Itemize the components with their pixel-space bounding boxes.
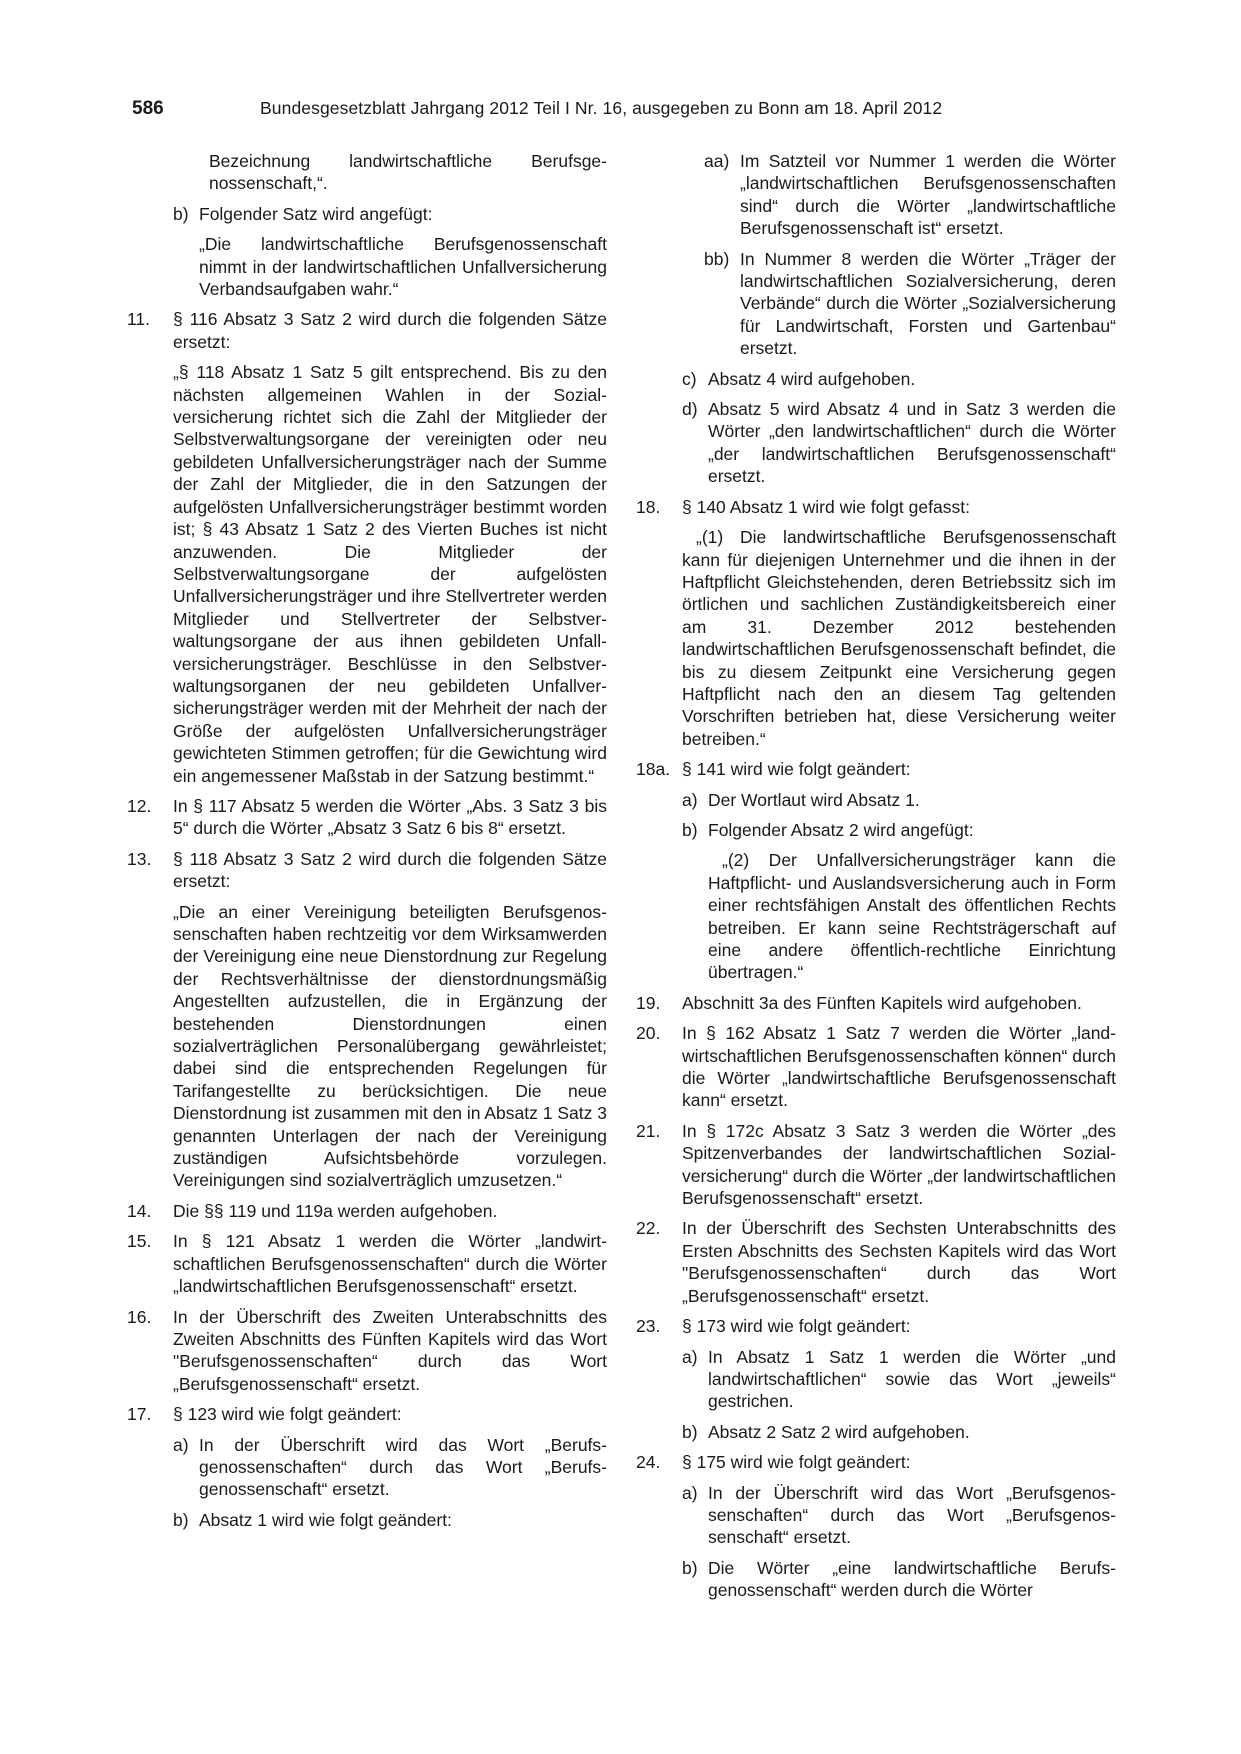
item-17 — [127, 1403, 607, 1425]
item-label: 19. — [636, 992, 661, 1013]
item-text: In der Überschrift wird das Wort „Berufsgenossenschaften“ durch das Wort „Berufsgenossenschaft“ ersetzt. — [708, 1482, 1116, 1548]
item-label: a) — [682, 789, 698, 810]
item-label: b) — [682, 1557, 698, 1578]
item-22 — [636, 1217, 1116, 1307]
item-label: a) — [173, 1434, 189, 1455]
item-label: a) — [682, 1346, 698, 1367]
item-text: § 175 wird wie folgt geändert: — [682, 1452, 911, 1473]
item-label: b) — [682, 1421, 698, 1442]
item-label: b) — [173, 1509, 189, 1530]
item-text: In der Überschrift des Zweiten Unterabschnitts des Zweiten Abschnitts des Fünften Kapitels wird das Wort "Berufsgenossenschaften“ durch das Wort „Berufsgenossenschaft“ ersetzt. — [173, 1306, 607, 1394]
item-label: 15. — [127, 1231, 152, 1252]
item-text: Die Wörter „eine landwirtschaftliche Berufsgenossenschaft“ werden durch die Wörter — [708, 1557, 1116, 1601]
item-label: 17. — [127, 1404, 152, 1425]
item-label: 11. — [127, 309, 151, 330]
item-18a — [636, 758, 1116, 780]
item-text: In der Überschrift des Sechsten Unterabschnitts des Ersten Abschnitts des Sechsten Kapitels wird das Wort "Berufsgenossenschaften“ durch das Wort „Berufsgenossenschaft“ ersetzt. — [682, 1218, 1116, 1306]
item-text: In Nummer 8 werden die Wörter „Träger der landwirtschaftlichen Sozialversicherung, deren Verbände“ durch die Wörter „Sozialversicherung für Landwirtschaft, Forsten und Gartenbau“ ersetzt. — [740, 248, 1116, 359]
item-17b — [173, 1509, 607, 1531]
item-20 — [636, 1022, 1116, 1112]
item-text: § 123 wird wie folgt geändert: — [173, 1404, 402, 1425]
item-12 — [127, 795, 607, 840]
item-label: 24. — [636, 1452, 661, 1473]
item-text: In § 172c Absatz 3 Satz 3 werden die Wörter „des Spitzenverbandes der landwirtschaftlichen Sozialversicherung“ durch die Wörter „der landwirtschaftlichen Berufsgenossenschaft“ ersetzt. — [682, 1120, 1116, 1209]
item-17d — [682, 398, 1116, 488]
item-18a-b — [682, 819, 1116, 841]
page-number: 586 — [132, 98, 164, 119]
quote-18a-b: „(2) Der Unfallversicherungsträger kann die Haftpflicht- und Auslandsversicherung auch in Form einer rechtsfähigen Anstalt des öffentlichen Rechts betreiben. Er kann seine Rechtsträgerschaft auf eine andere öffentlich-rechtliche Einrichtung übertragen.“ — [708, 850, 1116, 983]
item-text: § 141 wird wie folgt geändert: — [682, 759, 911, 780]
item-label: 23. — [636, 1316, 661, 1337]
item-text: In der Überschrift wird das Wort „Berufsgenossenschaften“ durch das Wort „Berufsgenossenschaft“ ersetzt. — [199, 1434, 607, 1500]
item-text: Folgender Satz wird angefügt: — [199, 203, 433, 224]
quote-11: „§ 118 Absatz 1 Satz 5 gilt entsprechend. Bis zu den nächsten allgemeinen Wahlen in der Sozialversicherung richtet sich die Zahl der Mitglieder der Selbstverwaltungsorgane der vereinigten oder neu gebildeten Unfallversicherungsträger nach der Summe der Zahl der Mitglieder, die in den Satzungen der aufgelösten Unfallversicherungsträger bestimmt worden ist; § 43 Absatz 1 Satz 2 des Vierten Buches ist nicht anzuwenden. Die Mitglieder der Selbstverwaltungsorgane der aufgelösten Unfallversicherungsträger und ihre Stellvertreter werden Mitglieder und Stellvertreter der Selbstverwaltungsorgane der aus ihnen gebildeten Unfallversicherungsträger. Beschlüsse in den Selbstverwaltungsorganen der neu gebildeten Unfallversicherungsträger werden mit der Mehrheit der nach der Größe der aufgelösten Unfallversicherungsträger gewichteten Stimmen getroffen; für die Gewichtung wird ein angemessener Maßstab in der Satzung bestimmt.“ — [173, 362, 607, 786]
item-text: In Absatz 1 Satz 1 werden die Wörter „und landwirtschaftlichen“ sowie das Wort „jeweils“ gestrichen. — [708, 1346, 1116, 1412]
item-24b — [682, 1557, 1116, 1602]
item-text: In § 117 Absatz 5 werden die Wörter „Abs. 3 Satz 3 bis 5“ durch die Wörter „Absatz 3 Satz 6 bis 8“ ersetzt. — [173, 795, 607, 839]
item-17b-aa — [704, 150, 1116, 240]
item-label: b) — [173, 203, 189, 224]
item-18a-a — [682, 789, 1116, 811]
item-text: In § 162 Absatz 1 Satz 7 werden die Wörter „landwirtschaftlichen Berufsgenossenschaften können“ durch die Wörter „landwirtschaftliche Berufsgenossenschaft kann“ ersetzt. — [682, 1023, 1116, 1111]
item-label: d) — [682, 399, 698, 420]
item-label: 22. — [636, 1218, 661, 1239]
item-text: § 140 Absatz 1 wird wie folgt gefasst: — [682, 496, 970, 517]
item-19 — [636, 992, 1116, 1014]
quote-18: „(1) Die landwirtschaftliche Berufsgenossenschaft kann für diejenigen Unternehmer und die ihnen in der Haftpflicht Gleichstehenden, deren Betriebssitz sich im örtlichen und sachlichen Zuständigkeitsbereich einer am 31. Dezember 2012 bestehenden landwirtschaftlichen Berufsgenossenschaft befindet, die bis zu diesem Zeitpunkt eine Versicherung gegen Haftpflicht nach den an diesem Tag geltenden Vorschriften betrieben hat, diese Versicherung weiter betreiben.“ — [682, 527, 1116, 749]
right-column — [636, 150, 1116, 1610]
item-label: b) — [682, 819, 698, 840]
running-head: Bundesgesetzblatt Jahrgang 2012 Teil I Nr. 16, ausgegeben zu Bonn am 18. April 2012 — [260, 98, 943, 118]
item-24 — [636, 1451, 1116, 1473]
item-17a — [173, 1434, 607, 1501]
item-label: 16. — [127, 1306, 152, 1327]
quote-13: „Die an einer Vereinigung beteiligten Berufsgenossenschaften haben rechtzeitig vor dem Wirksamwerden der Vereinigung eine neue Dienstordnung zur Regelung der Rechtsverhältnisse der dienstordnungsmäßig Angestellten aufzustellen, die in Ergänzung der bestehenden Dienstordnungen einen sozialverträglichen Personalübergang gewährleistet; dabei sind die entsprechenden Regelungen für Tarifangestellte zu berücksichtigen. Die neue Dienstordnung ist zusammen mit den in Absatz 1 Satz 3 genannten Unterlagen der nach der Vereinigung zuständigen Aufsichtsbehörde vorzulegen. Vereinigungen sind sozialverträglich umzusetzen.“ — [173, 901, 607, 1191]
item-16 — [127, 1306, 607, 1396]
item-text: Abschnitt 3a des Fünften Kapitels wird aufgehoben. — [682, 992, 1082, 1013]
continued-text: Bezeichnung landwirtschaftliche Berufsgenossenschaft,“. — [209, 151, 607, 194]
item-label: 20. — [636, 1023, 661, 1044]
item-text: § 118 Absatz 3 Satz 2 wird durch die folgenden Sätze ersetzt: — [173, 848, 607, 892]
item-21 — [636, 1120, 1116, 1210]
item-label: a) — [682, 1482, 698, 1503]
item-label: bb) — [704, 248, 730, 269]
item-15 — [127, 1230, 607, 1297]
item-label: 21. — [636, 1120, 661, 1141]
item-label: 18. — [636, 496, 661, 517]
item-text: Folgender Absatz 2 wird angefügt: — [708, 819, 974, 840]
item-text: In § 121 Absatz 1 werden die Wörter „landwirtschaftlichen Berufsgenossenschaften“ durch die Wörter „landwirtschaftlichen Berufsgenossenschaft“ ersetzt. — [173, 1231, 607, 1297]
item-17c — [682, 368, 1116, 390]
item-23 — [636, 1315, 1116, 1337]
item-18 — [636, 496, 1116, 518]
left-column — [127, 150, 607, 1539]
item-23a — [682, 1346, 1116, 1413]
item-text: Der Wortlaut wird Absatz 1. — [708, 789, 920, 810]
page-header — [132, 98, 1112, 126]
item-10b — [173, 203, 607, 225]
item-text: Absatz 1 wird wie folgt geändert: — [199, 1509, 452, 1530]
item-label: 13. — [127, 848, 152, 869]
item-text: § 116 Absatz 3 Satz 2 wird durch die folgenden Sätze ersetzt: — [173, 309, 607, 352]
item-text: Absatz 5 wird Absatz 4 und in Satz 3 werden die Wörter „den landwirtschaftlichen“ durch die Wörter „der landwirtschaftlichen Berufsgenossenschaft“ ersetzt. — [708, 399, 1116, 487]
item-11 — [127, 308, 607, 353]
item-17b-bb — [704, 248, 1116, 360]
item-text: Absatz 2 Satz 2 wird aufgehoben. — [708, 1421, 970, 1442]
item-text: Absatz 4 wird aufgehoben. — [708, 368, 916, 389]
item-label: 12. — [127, 795, 152, 816]
item-label: 14. — [127, 1200, 152, 1221]
item-text: Im Satzteil vor Nummer 1 werden die Wörter „landwirtschaftlichen Berufsgenossenschaften sind“ durch die Wörter „landwirtschaftliche Berufsgenossenschaft ist“ ersetzt. — [740, 151, 1116, 239]
quote-10b: „Die landwirtschaftliche Berufsgenossenschaft nimmt in der landwirtschaftlichen Unfallversicherung Verbandsaufgaben wahr.“ — [199, 234, 607, 300]
item-text: Die §§ 119 und 119a werden aufgehoben. — [173, 1200, 498, 1221]
item-23b — [682, 1421, 1116, 1443]
item-14 — [127, 1200, 607, 1222]
item-24a — [682, 1482, 1116, 1549]
item-label: aa) — [704, 151, 730, 171]
item-label: c) — [682, 368, 697, 389]
item-label: 18a. — [636, 759, 671, 780]
item-text: § 173 wird wie folgt geändert: — [682, 1316, 911, 1337]
item-13 — [127, 848, 607, 893]
